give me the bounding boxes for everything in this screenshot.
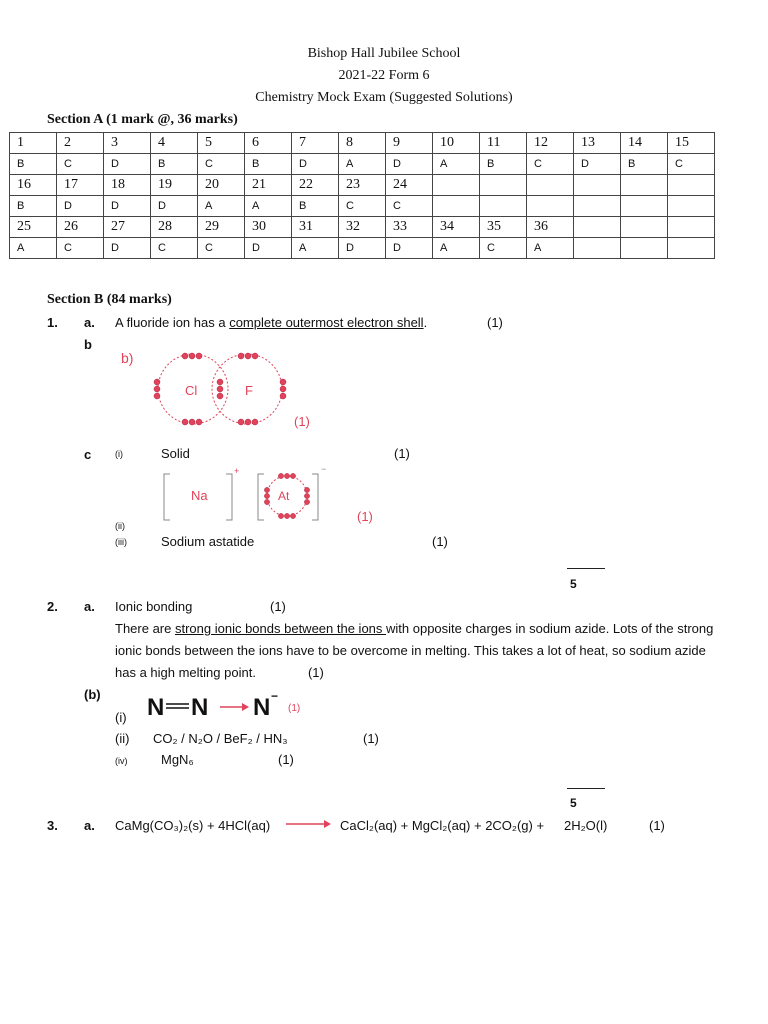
question-number-cell: 33 <box>386 217 433 238</box>
section-a-title: Section A (1 mark @, 36 marks) <box>47 112 238 127</box>
q2b-ii-mark: (1) <box>363 731 379 746</box>
na-charge: + <box>234 466 240 476</box>
question-number-cell <box>621 175 668 196</box>
question-number-cell: 27 <box>104 217 151 238</box>
reaction-arrow <box>286 818 332 830</box>
answer-cell: B <box>245 154 292 175</box>
q2a-explanation <box>115 618 715 684</box>
answer-row <box>10 196 715 217</box>
question-number-cell: 35 <box>480 217 527 238</box>
answer-cell <box>527 196 574 217</box>
azide-n2: N <box>191 694 209 721</box>
q1c-iii-label: (iii) <box>115 537 127 547</box>
question-number-cell: 17 <box>57 175 104 196</box>
azide-charge: − <box>271 690 279 703</box>
question-number-cell: 21 <box>245 175 292 196</box>
answer-cell: C <box>57 154 104 175</box>
section-b-title: Section B (84 marks) <box>47 292 172 307</box>
question-number-cell: 3 <box>104 133 151 154</box>
question-number-cell <box>433 175 480 196</box>
question-number-cell <box>574 175 621 196</box>
answer-cell: B <box>151 154 198 175</box>
q1a-text-underlined: complete outermost electron shell <box>229 315 424 330</box>
question-number-cell: 16 <box>10 175 57 196</box>
question-number-row <box>10 217 715 238</box>
ion-brackets <box>164 474 318 520</box>
question-number-cell: 20 <box>198 175 245 196</box>
q1a-text-post: . <box>423 315 428 330</box>
answer-cell: D <box>292 154 339 175</box>
answer-table <box>9 132 715 259</box>
answer-cell: D <box>104 238 151 259</box>
question-number-cell: 19 <box>151 175 198 196</box>
question-number-cell: 2 <box>57 133 104 154</box>
answer-cell: A <box>245 196 292 217</box>
q2a-para-pre: There are <box>115 621 175 636</box>
answer-cell <box>574 238 621 259</box>
question-number-cell <box>668 217 715 238</box>
na-at-ionic-diagram <box>160 462 340 526</box>
q1c-i-mark: (1) <box>394 446 410 461</box>
question-number-row <box>10 175 715 196</box>
answer-cell: C <box>57 238 104 259</box>
f-symbol: F <box>245 383 253 398</box>
q1-total-line <box>567 568 605 569</box>
answer-cell: B <box>480 154 527 175</box>
q1c-ii-label: (ii) <box>115 521 125 531</box>
answer-cell: A <box>433 238 480 259</box>
question-number-cell <box>621 217 668 238</box>
q2b-label: (b) <box>84 687 101 702</box>
answer-cell: C <box>198 154 245 175</box>
answer-cell: D <box>245 238 292 259</box>
question-number-cell: 29 <box>198 217 245 238</box>
q2-total: 5 <box>570 796 577 810</box>
answer-cell: A <box>339 154 386 175</box>
answer-cell: C <box>386 196 433 217</box>
answer-cell <box>668 238 715 259</box>
q2b-i-mark: (1) <box>288 703 301 714</box>
at-charge: − <box>321 464 327 474</box>
answer-cell: A <box>527 238 574 259</box>
answer-cell <box>668 196 715 217</box>
answer-cell: D <box>104 154 151 175</box>
q1-total: 5 <box>570 577 577 591</box>
q1c-iii-answer: Sodium astatide <box>161 534 255 549</box>
answer-cell: B <box>10 154 57 175</box>
q2b-i-label: (i) <box>115 710 127 725</box>
question-number-cell: 36 <box>527 217 574 238</box>
q3a-mark: (1) <box>649 818 665 833</box>
question-number-cell <box>527 175 574 196</box>
q2a-para-post: with opposite charges in sodium azide. Lots of the strong ionic bonds between the ions have to be overcome in melting. This takes a lot of heat, so sodium azide has a high melting point. <box>115 621 714 680</box>
azide-structure <box>145 690 315 724</box>
exam-title: Chemistry Mock Exam (Suggested Solutions) <box>255 90 513 105</box>
cl-symbol: Cl <box>185 383 198 398</box>
q1c-i-answer: Solid <box>161 446 190 461</box>
answer-cell: C <box>668 154 715 175</box>
question-number-cell: 22 <box>292 175 339 196</box>
answer-cell <box>621 238 668 259</box>
answer-row <box>10 238 715 259</box>
question-number-cell: 13 <box>574 133 621 154</box>
answer-cell: C <box>480 238 527 259</box>
question-number-cell: 8 <box>339 133 386 154</box>
question-number-cell: 10 <box>433 133 480 154</box>
q2-total-line <box>567 788 605 789</box>
q1c-label: c <box>84 447 92 462</box>
question-number-cell: 12 <box>527 133 574 154</box>
question-number-cell: 31 <box>292 217 339 238</box>
question-number-cell: 9 <box>386 133 433 154</box>
question-number-cell: 24 <box>386 175 433 196</box>
answer-cell: B <box>292 196 339 217</box>
answer-cell <box>480 196 527 217</box>
answer-cell <box>621 196 668 217</box>
question-number-cell: 32 <box>339 217 386 238</box>
q1a-text-pre: A fluoride ion has a <box>115 315 230 330</box>
form-year: 2021-22 Form 6 <box>338 68 430 83</box>
answer-cell: B <box>621 154 668 175</box>
school-name: Bishop Hall Jubilee School <box>307 46 461 61</box>
question-number-cell: 23 <box>339 175 386 196</box>
answer-cell: A <box>198 196 245 217</box>
answer-cell: A <box>10 238 57 259</box>
q2a-label: a. <box>84 599 95 614</box>
q2a-mark: (1) <box>270 599 286 614</box>
question-number-cell: 28 <box>151 217 198 238</box>
q1c-i-label: (i) <box>115 449 123 459</box>
q2b-iv-label: (iv) <box>115 756 128 766</box>
question-number-cell: 18 <box>104 175 151 196</box>
electron-dots <box>154 353 286 425</box>
answer-cell: D <box>386 154 433 175</box>
question-number-cell: 15 <box>668 133 715 154</box>
answer-cell: A <box>433 154 480 175</box>
answer-cell: D <box>386 238 433 259</box>
q1c-ii-mark: (1) <box>357 509 373 524</box>
q3a-label: a. <box>84 818 95 833</box>
answer-cell: C <box>339 196 386 217</box>
q2b-iv-mark: (1) <box>278 752 294 767</box>
q1a-mark: (1) <box>487 315 503 330</box>
answer-cell: D <box>574 154 621 175</box>
q3-equation-water: 2H₂O(l) <box>564 818 608 833</box>
answer-cell: A <box>292 238 339 259</box>
question-number-cell: 30 <box>245 217 292 238</box>
answer-cell <box>433 196 480 217</box>
q2a-para-underlined: strong ionic bonds between the ions <box>174 621 387 636</box>
answer-cell: B <box>10 196 57 217</box>
answer-row <box>10 154 715 175</box>
q2b-ii-answer: CO₂ / N₂O / BeF₂ / HN₃ <box>153 731 288 746</box>
q3-number: 3. <box>47 818 58 833</box>
question-number-cell: 1 <box>10 133 57 154</box>
question-number-cell: 5 <box>198 133 245 154</box>
q1c-iii-mark: (1) <box>432 534 448 549</box>
azide-n3: N <box>253 694 271 721</box>
q2a-answer: Ionic bonding <box>115 599 193 614</box>
answer-cell: C <box>198 238 245 259</box>
answer-cell: D <box>339 238 386 259</box>
answer-cell: C <box>151 238 198 259</box>
answer-cell <box>574 196 621 217</box>
answer-cell: D <box>104 196 151 217</box>
q3-equation-rhs: CaCl₂(aq) + MgCl₂(aq) + 2CO₂(g) + <box>340 818 545 833</box>
q1-number: 1. <box>47 315 58 330</box>
question-number-cell <box>574 217 621 238</box>
question-number-cell <box>480 175 527 196</box>
answer-cell: C <box>527 154 574 175</box>
q1a-label: a. <box>84 315 95 330</box>
na-symbol: Na <box>191 488 208 503</box>
answer-cell: D <box>151 196 198 217</box>
at-symbol: At <box>278 489 290 503</box>
question-number-cell: 6 <box>245 133 292 154</box>
question-number-cell: 4 <box>151 133 198 154</box>
question-number-cell: 14 <box>621 133 668 154</box>
question-number-cell: 34 <box>433 217 480 238</box>
q2b-ii-label: (ii) <box>115 731 130 746</box>
azide-n1: N <box>147 694 165 721</box>
question-number-cell: 7 <box>292 133 339 154</box>
q1b-diagram-label: b) <box>121 350 134 366</box>
question-number-row <box>10 133 715 154</box>
question-number-cell: 26 <box>57 217 104 238</box>
q3-equation-lhs: CaMg(CO₃)₂(s) + 4HCl(aq) <box>115 818 271 833</box>
q1b-mark: (1) <box>294 414 310 429</box>
answer-cell: D <box>57 196 104 217</box>
question-number-cell <box>668 175 715 196</box>
q2a-para-mark: (1) <box>307 665 324 680</box>
q2b-iv-answer: MgN₆ <box>161 752 194 767</box>
q2-number: 2. <box>47 599 58 614</box>
q1a-answer <box>115 315 427 330</box>
question-number-cell: 25 <box>10 217 57 238</box>
q1b-label: b <box>84 337 92 352</box>
question-number-cell: 11 <box>480 133 527 154</box>
